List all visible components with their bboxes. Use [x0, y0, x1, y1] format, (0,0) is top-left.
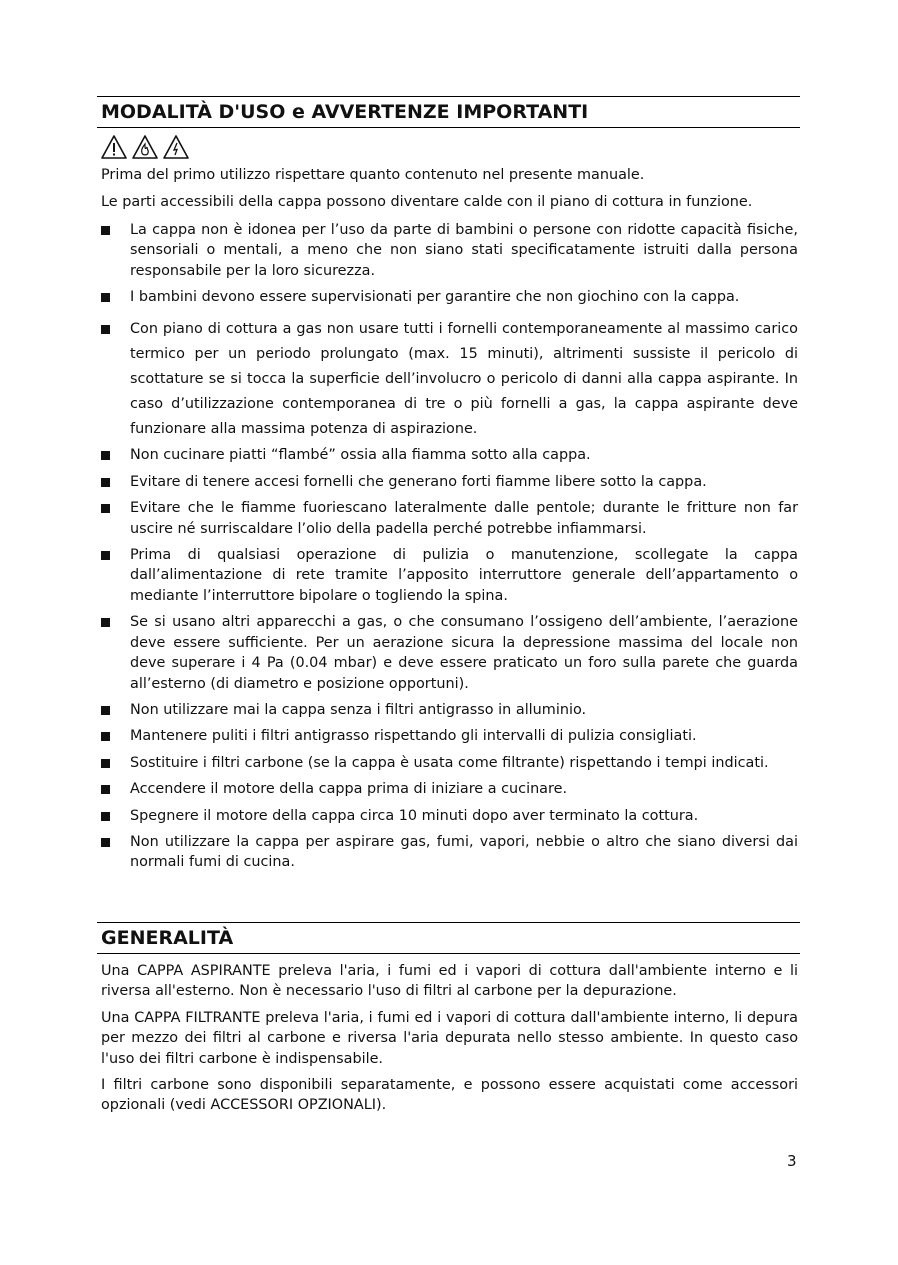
bullet-square-icon: [101, 618, 110, 627]
intro-paragraph: Le parti accessibili della cappa possono diventare calde con il piano di cottura in funzione.: [101, 194, 753, 211]
bullet-square-icon: [101, 325, 110, 334]
usage-content: [101, 165, 798, 873]
general-paragraph: Una CAPPA ASPIRANTE preleva l'aria, i fumi ed i vapori di cottura dall'ambiente interno e li riversa all'esterno. Non è necessario l'uso di filtri al carbone per la depurazione.: [101, 963, 798, 1000]
bullet-square-icon: [101, 478, 110, 487]
list-item: Evitare che le fiamme fuoriescano lateralmente dalle pentole; durante le fritture non far uscire né surriscaldare l’olio della padella perché potrebbe infiammarsi.: [101, 498, 798, 539]
general-paragraph: Una CAPPA FILTRANTE preleva l'aria, i fumi ed i vapori di cottura dall'ambiente interno, li depura per mezzo dei filtri al carbone e riversa l'aria depurata nello stesso ambiente. In questo caso l'uso dei filtri carbone è indispensabile.: [101, 1009, 798, 1067]
section-title-general: GENERALITÀ: [97, 922, 800, 954]
general-paragraph: I filtri carbone sono disponibili separatamente, e possono essere acquistati come accessori opzionali (vedi ACCESSORI OPZIONALI).: [101, 1077, 798, 1114]
list-item: Spegnere il motore della cappa circa 10 minuti dopo aver terminato la cottura.: [101, 806, 798, 826]
list-item: Accendere il motore della cappa prima di iniziare a cucinare.: [101, 779, 798, 799]
list-item: Prima di qualsiasi operazione di pulizia o manutenzione, scollegate la cappa dall’alimentazione di rete tramite l’apposito interruttore generale dell’appartamento o mediante l’interruttore bipolare o togliendo la spina.: [101, 545, 798, 606]
list-item: Mantenere puliti i filtri antigrasso rispettando gli intervalli di pulizia consigliati.: [101, 726, 798, 746]
bullet-square-icon: [101, 451, 110, 460]
list-item: I bambini devono essere supervisionati per garantire che non giochino con la cappa.: [101, 287, 798, 307]
warning-flame-icon: [131, 134, 159, 160]
page-number: 3: [787, 1152, 797, 1170]
bullet-square-icon: [101, 812, 110, 821]
warning-icons: [100, 134, 190, 160]
bullet-square-icon: [101, 226, 110, 235]
list-item: Evitare di tenere accesi fornelli che generano forti fiamme libere sotto la cappa.: [101, 472, 798, 492]
bullet-square-icon: [101, 293, 110, 302]
bullet-square-icon: [101, 706, 110, 715]
list-item: Non utilizzare la cappa per aspirare gas, fumi, vapori, nebbie o altro che siano diversi dai normali fumi di cucina.: [101, 832, 798, 873]
bullet-square-icon: [101, 551, 110, 560]
list-item: Non utilizzare mai la cappa senza i filtri antigrasso in alluminio.: [101, 700, 798, 720]
warnings-list: [101, 220, 798, 873]
warning-electric-icon: [162, 134, 190, 160]
bullet-square-icon: [101, 504, 110, 513]
bullet-square-icon: [101, 732, 110, 741]
list-item: Se si usano altri apparecchi a gas, o che consumano l’ossigeno dell’ambiente, l’aerazione deve essere sufficiente. Per un aerazione sicura la depressione massima del locale non deve superare i 4 Pa (0.04 mbar) e deve essere praticato un foro sulla parete che guarda all’esterno (di diametro e posizione opportuni).: [101, 612, 798, 694]
bullet-square-icon: [101, 785, 110, 794]
intro-paragraph: Prima del primo utilizzo rispettare quanto contenuto nel presente manuale.: [101, 167, 645, 183]
bullet-square-icon: [101, 759, 110, 768]
general-content: [101, 961, 798, 1116]
list-item: Non cucinare piatti “flambé” ossia alla fiamma sotto alla cappa.: [101, 445, 798, 465]
list-item: La cappa non è idonea per l’uso da parte di bambini o persone con ridotte capacità fisiche, sensoriali o mentali, a meno che non siano stati specificatamente istruiti dalla persona responsabile per la loro sicurezza.: [101, 220, 798, 281]
list-item: Sostituire i filtri carbone (se la cappa è usata come filtrante) rispettando i tempi indicati.: [101, 753, 798, 773]
list-item: Con piano di cottura a gas non usare tutti i fornelli contemporaneamente al massimo carico termico per un periodo prolungato (max. 15 minuti), altrimenti sussiste il pericolo di scottature se si tocca la superficie dell’involucro o pericolo di danni alla cappa aspirante. In caso d’utilizzazione contemporanea di tre o più fornelli a gas, la cappa aspirante deve funzionare alla massima potenza di aspirazione.: [101, 317, 798, 442]
bullet-square-icon: [101, 838, 110, 847]
section-title-usage: MODALITÀ D'USO e AVVERTENZE IMPORTANTI: [97, 96, 800, 128]
warning-exclamation-icon: [100, 134, 128, 160]
